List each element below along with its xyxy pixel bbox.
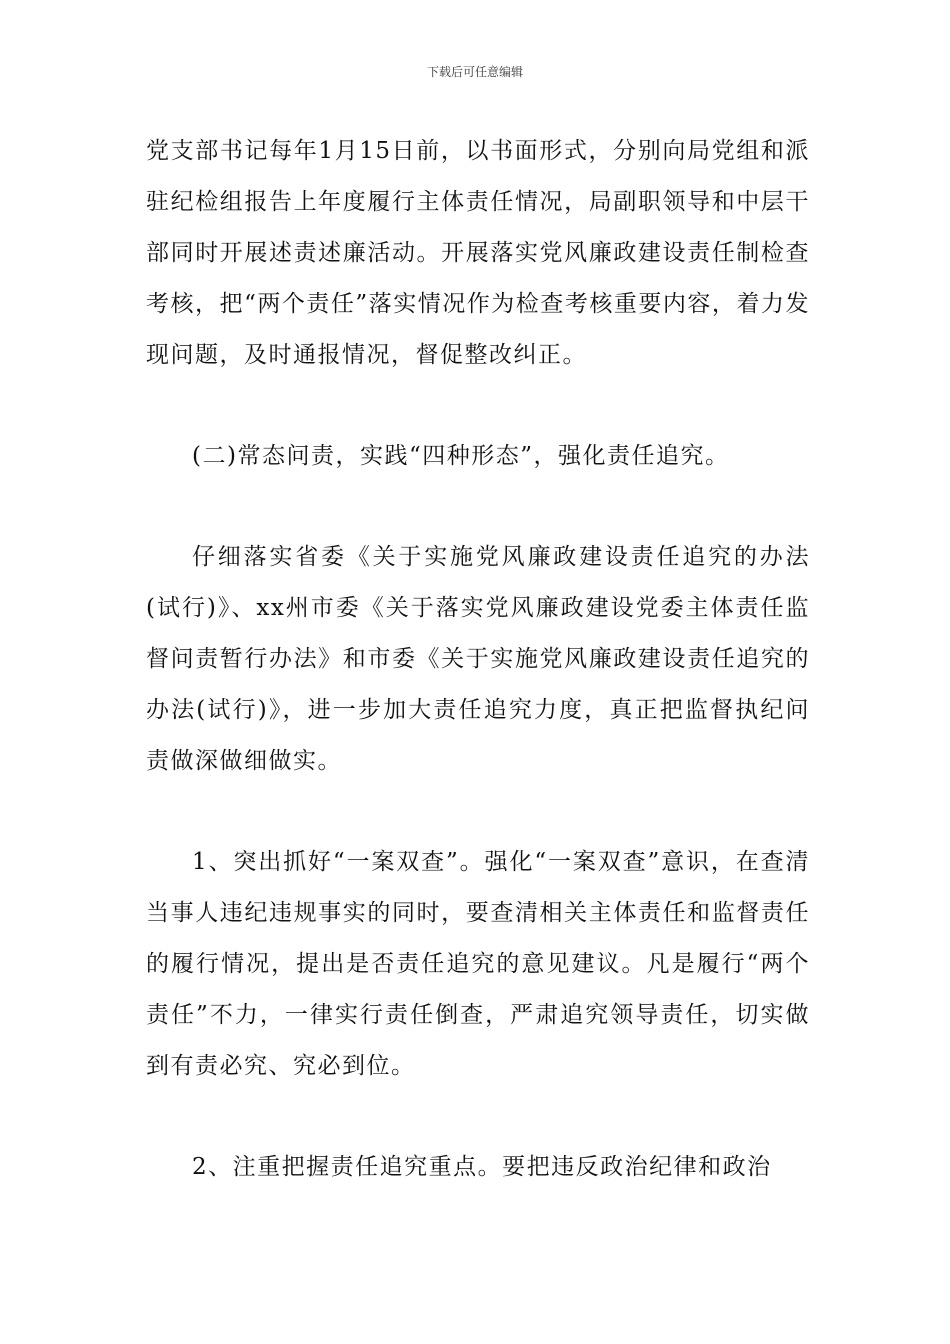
section-heading: (二)常态问责，实践“四种形态”，强化责任追究。 [192,443,730,469]
paragraph-item-1: 1、突出抓好“一案双查”。强化“一案双查”意识，在查清当事人违纪违规事实的同时，要查清相关主体责任和监督责任的履行情况，提出是否责任追究的意见建议。凡是履行“两个责任”不力，一律实行责任倒查，严肃追究领导责任，切实做到有责必究、究必到位。 [146,849,810,1079]
paragraph-item-2: 2、注重把握责任追究重点。要把违反政治纪律和政治 [192,1154,772,1180]
paragraph-continuation: 党支部书记每年1月15日前，以书面形式，分别向局党组和派驻纪检组报告上年度履行主体责任情况，局副职领导和中层干部同时开展述责述廉活动。开展落实党风廉政建设责任制检查考核，把“两个责任”落实情况作为检查考核重要内容，着力发现问题，及时通报情况，督促整改纠正。 [146,138,810,368]
paragraph-gap [146,1092,810,1142]
page-header-note: 下载后可任意编辑 [426,65,523,79]
paragraph-gap [146,787,810,837]
paragraph-gap [146,482,810,532]
document-body [146,126,810,1193]
paragraph-implementation: 仔细落实省委《关于实施党风廉政建设责任追究的办法(试行)》、xx州市委《关于落实党风廉政建设党委主体责任监督问责暂行办法》和市委《关于实施党风廉政建设责任追究的办法(试行)》，进一步加大责任追究力度，真正把监督执纪问责做深做细做实。 [146,544,810,774]
paragraph-gap [146,381,810,431]
